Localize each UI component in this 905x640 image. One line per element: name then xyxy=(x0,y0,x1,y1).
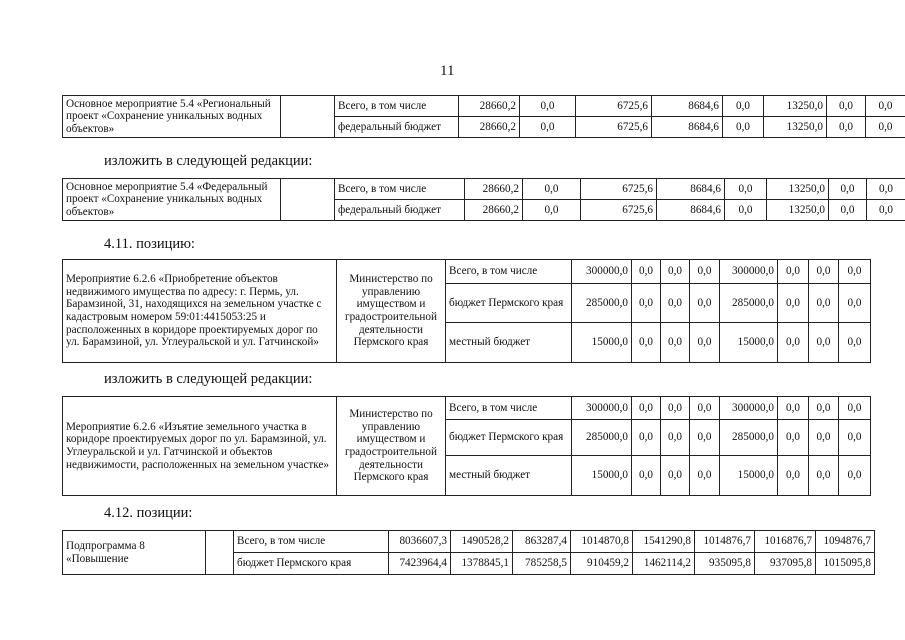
value-cell: 28660,2 xyxy=(465,200,523,221)
value-cell: 0,0 xyxy=(690,323,720,363)
value-cell: 0,0 xyxy=(829,200,867,221)
value-cell: 0,0 xyxy=(778,397,809,420)
value-cell: 1014876,7 xyxy=(695,531,755,553)
value-cell: 0,0 xyxy=(523,179,581,200)
value-cell: 0,0 xyxy=(632,323,661,363)
value-cell: 1378845,1 xyxy=(451,553,513,575)
section-heading: 4.11. позицию: xyxy=(104,236,195,252)
activity-name-cell: Подпрограмма 8 «Повышение xyxy=(63,531,206,575)
value-cell: 0,0 xyxy=(827,96,866,117)
value-cell: 285000,0 xyxy=(720,420,778,456)
value-cell: 0,0 xyxy=(661,456,690,496)
source-cell: федеральный бюджет xyxy=(335,117,459,138)
source-cell: бюджет Пермского края xyxy=(234,553,389,575)
value-cell: 0,0 xyxy=(867,200,905,221)
responsible-cell xyxy=(206,531,234,575)
value-cell: 0,0 xyxy=(839,420,871,456)
value-cell: 0,0 xyxy=(690,260,720,284)
value-cell: 28660,2 xyxy=(459,96,520,117)
value-cell: 1014870,8 xyxy=(571,531,633,553)
value-cell: 6725,6 xyxy=(581,179,657,200)
value-cell: 285000,0 xyxy=(572,284,632,323)
value-cell: 0,0 xyxy=(866,117,905,138)
value-cell: 0,0 xyxy=(778,420,809,456)
table-row xyxy=(63,260,871,284)
value-cell: 0,0 xyxy=(809,323,839,363)
value-cell: 6725,6 xyxy=(576,117,652,138)
value-cell: 1490528,2 xyxy=(451,531,513,553)
value-cell: 300000,0 xyxy=(720,260,778,284)
value-cell: 0,0 xyxy=(839,456,871,496)
source-cell: Всего, в том числе xyxy=(446,397,572,420)
value-cell: 300000,0 xyxy=(572,260,632,284)
value-cell: 0,0 xyxy=(778,284,809,323)
table-row xyxy=(63,397,871,420)
value-cell: 0,0 xyxy=(520,117,576,138)
value-cell: 0,0 xyxy=(839,397,871,420)
value-cell: 785258,5 xyxy=(513,553,571,575)
table-row xyxy=(63,531,875,553)
table-row xyxy=(63,179,905,200)
value-cell: 0,0 xyxy=(690,284,720,323)
source-cell: Всего, в том числе xyxy=(335,179,465,200)
value-cell: 0,0 xyxy=(690,456,720,496)
source-cell: бюджет Пермского края xyxy=(446,420,572,456)
activity-name-cell: Основное мероприятие 5.4 «Федеральный проект «Сохранение уникальных водных объектов» xyxy=(63,179,281,221)
table-federal-project xyxy=(62,178,905,221)
value-cell: 0,0 xyxy=(632,456,661,496)
value-cell: 1541290,8 xyxy=(633,531,695,553)
value-cell: 0,0 xyxy=(690,397,720,420)
value-cell: 1015095,8 xyxy=(816,553,875,575)
value-cell: 0,0 xyxy=(520,96,576,117)
value-cell: 8684,6 xyxy=(652,117,723,138)
value-cell: 0,0 xyxy=(690,420,720,456)
activity-name-cell: Мероприятие 6.2.6 «Приобретение объектов недвижимого имущества по адресу: г. Пермь, ул. Барамзиной, 31, находящихся на земельном участке с кадастровым номером 59:01:4415053:25 и расположенных в коридоре проектируемых дорог по ул. Барамзиной, ул. Углеуральской и ул. Гатчинской» xyxy=(63,260,337,363)
value-cell: 0,0 xyxy=(867,179,905,200)
source-cell: федеральный бюджет xyxy=(335,200,465,221)
value-cell: 13250,0 xyxy=(764,117,827,138)
value-cell: 863287,4 xyxy=(513,531,571,553)
value-cell: 0,0 xyxy=(661,284,690,323)
value-cell: 13250,0 xyxy=(767,200,829,221)
source-cell: Всего, в том числе xyxy=(335,96,459,117)
value-cell: 1094876,7 xyxy=(816,531,875,553)
value-cell: 0,0 xyxy=(829,179,867,200)
source-cell: местный бюджет xyxy=(446,323,572,363)
value-cell: 0,0 xyxy=(839,284,871,323)
table-regional-project xyxy=(62,95,905,138)
value-cell: 8684,6 xyxy=(657,179,725,200)
value-cell: 0,0 xyxy=(778,456,809,496)
activity-name-cell: Мероприятие 6.2.6 «Изъятие земельного участка в коридоре проектируемых дорог по ул. Барамзиной, ул. Углеуральской и ул. Гатчинской и объектов недвижимости, расположенных на земельном участке» xyxy=(63,397,337,496)
value-cell: 15000,0 xyxy=(720,323,778,363)
value-cell: 285000,0 xyxy=(720,284,778,323)
value-cell: 28660,2 xyxy=(459,117,520,138)
value-cell: 6725,6 xyxy=(581,200,657,221)
value-cell: 0,0 xyxy=(661,260,690,284)
value-cell: 0,0 xyxy=(723,117,764,138)
value-cell: 0,0 xyxy=(809,260,839,284)
responsible-cell: Министерство по управлению имуществом и градостроительной деятельности Пермского края xyxy=(337,260,446,363)
activity-name-cell: Основное мероприятие 5.4 «Региональный проект «Сохранение уникальных водных объектов» xyxy=(63,96,281,138)
value-cell: 28660,2 xyxy=(465,179,523,200)
section-heading: 4.12. позиции: xyxy=(104,505,193,521)
value-cell: 0,0 xyxy=(778,323,809,363)
value-cell: 0,0 xyxy=(632,284,661,323)
value-cell: 0,0 xyxy=(809,420,839,456)
value-cell: 1462114,2 xyxy=(633,553,695,575)
responsible-cell: Министерство по управлению имуществом и градостроительной деятельности Пермского края xyxy=(337,397,446,496)
value-cell: 7423964,4 xyxy=(389,553,451,575)
value-cell: 285000,0 xyxy=(572,420,632,456)
value-cell: 0,0 xyxy=(809,284,839,323)
instruction-text: изложить в следующей редакции: xyxy=(104,153,313,169)
value-cell: 0,0 xyxy=(723,96,764,117)
value-cell: 8684,6 xyxy=(652,96,723,117)
value-cell: 0,0 xyxy=(632,420,661,456)
value-cell: 15000,0 xyxy=(572,323,632,363)
table-activity-6-2-6-new xyxy=(62,396,871,496)
value-cell: 6725,6 xyxy=(576,96,652,117)
value-cell: 935095,8 xyxy=(695,553,755,575)
table-activity-6-2-6-old xyxy=(62,259,871,363)
value-cell: 13250,0 xyxy=(764,96,827,117)
source-cell: Всего, в том числе xyxy=(446,260,572,284)
value-cell: 15000,0 xyxy=(720,456,778,496)
page-number: 11 xyxy=(440,63,455,79)
value-cell: 0,0 xyxy=(866,96,905,117)
table-subprogram-8 xyxy=(62,530,875,575)
instruction-text: изложить в следующей редакции: xyxy=(104,371,313,387)
value-cell: 0,0 xyxy=(839,260,871,284)
value-cell: 0,0 xyxy=(632,397,661,420)
value-cell: 0,0 xyxy=(827,117,866,138)
source-cell: бюджет Пермского края xyxy=(446,284,572,323)
value-cell: 300000,0 xyxy=(572,397,632,420)
value-cell: 1016876,7 xyxy=(755,531,816,553)
value-cell: 937095,8 xyxy=(755,553,816,575)
source-cell: Всего, в том числе xyxy=(234,531,389,553)
responsible-cell xyxy=(281,96,335,138)
value-cell: 0,0 xyxy=(661,323,690,363)
value-cell: 0,0 xyxy=(725,179,767,200)
value-cell: 910459,2 xyxy=(571,553,633,575)
source-cell: местный бюджет xyxy=(446,456,572,496)
value-cell: 0,0 xyxy=(778,260,809,284)
value-cell: 15000,0 xyxy=(572,456,632,496)
value-cell: 0,0 xyxy=(809,456,839,496)
value-cell: 13250,0 xyxy=(767,179,829,200)
value-cell: 0,0 xyxy=(839,323,871,363)
value-cell: 0,0 xyxy=(632,260,661,284)
value-cell: 8036607,3 xyxy=(389,531,451,553)
value-cell: 0,0 xyxy=(725,200,767,221)
table-row xyxy=(63,96,905,117)
value-cell: 0,0 xyxy=(809,397,839,420)
value-cell: 0,0 xyxy=(661,397,690,420)
value-cell: 300000,0 xyxy=(720,397,778,420)
value-cell: 8684,6 xyxy=(657,200,725,221)
responsible-cell xyxy=(281,179,335,221)
value-cell: 0,0 xyxy=(661,420,690,456)
value-cell: 0,0 xyxy=(523,200,581,221)
